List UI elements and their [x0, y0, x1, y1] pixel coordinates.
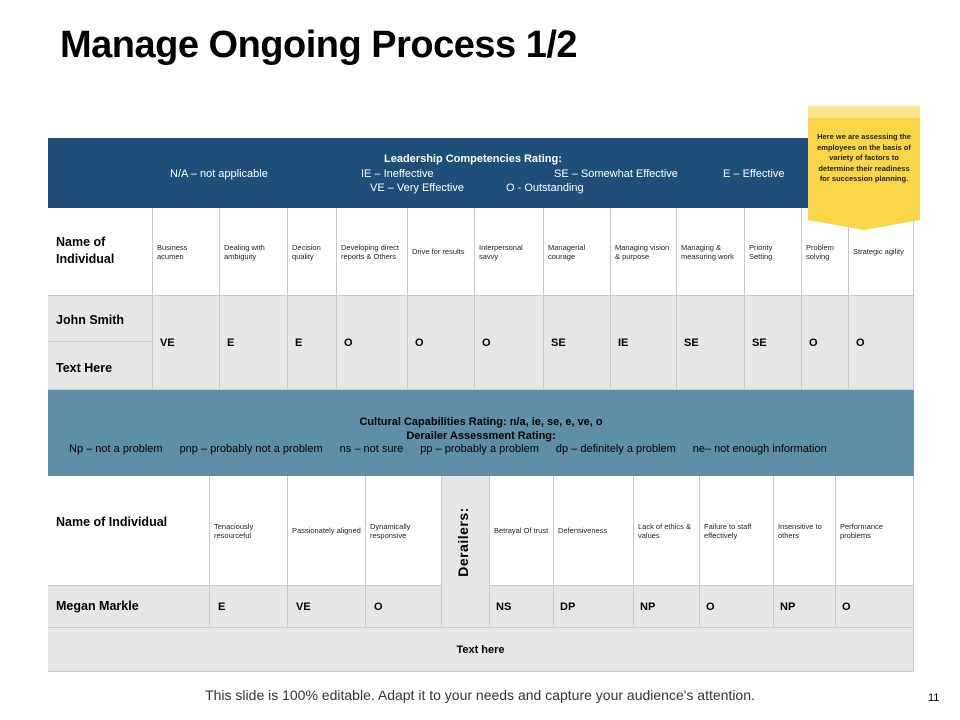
- derailer-heading: Derailer Assessment Rating:: [406, 430, 556, 442]
- competency-header: Dealing with ambiguity: [220, 208, 288, 296]
- rating-cell: IE: [611, 296, 677, 390]
- derailer-rating-cell: DP: [554, 586, 634, 628]
- cultural-grid: [48, 476, 914, 672]
- rating-cell: SE: [544, 296, 611, 390]
- leadership-rating-header: [48, 138, 914, 208]
- derailer-legend: [69, 443, 844, 455]
- competency-header: Problem solving: [802, 208, 849, 296]
- competency-header: Decision quality: [288, 208, 337, 296]
- competency-header: Managing & measuring work: [677, 208, 745, 296]
- derailer-header: Insensitive to others: [774, 476, 836, 586]
- rating-cell: O: [408, 296, 475, 390]
- competency-header: Managerial courage: [544, 208, 611, 296]
- person-name: Megan Markle: [48, 586, 210, 628]
- rating-cell: VE: [153, 296, 220, 390]
- info-note: Here we are assessing the employees on the basis of variety of factors to determine their readiness for succession planning.: [808, 106, 920, 220]
- legend-item: Np – not a problem: [69, 443, 163, 455]
- derailer-header: Defensiveness: [554, 476, 634, 586]
- competency-header: Priority Setting: [745, 208, 802, 296]
- legend-item: pnp – probably not a problem: [179, 443, 323, 455]
- rating-cell: O: [475, 296, 544, 390]
- page-number: 11: [928, 692, 940, 704]
- legend-item: ns – not sure: [339, 443, 404, 455]
- capability-header: Passionately aligned: [288, 476, 366, 586]
- competency-header: Interpersonal savvy: [475, 208, 544, 296]
- derailer-header: Lack of ethics & values: [634, 476, 700, 586]
- rating-cell: O: [337, 296, 408, 390]
- leadership-grid: [48, 208, 914, 390]
- competency-header: Strategic agility: [849, 208, 914, 296]
- rating-cell: SE: [745, 296, 802, 390]
- rating-se: SE – Somewhat Effective: [554, 168, 678, 180]
- derailer-rating-cell: NS: [490, 586, 554, 628]
- legend-item: pp – probably a problem: [420, 443, 539, 455]
- cultural-rating-header: [48, 390, 914, 476]
- rating-e: E – Effective: [723, 168, 785, 180]
- rating-cell: E: [220, 296, 288, 390]
- rating-cell: O: [802, 296, 849, 390]
- name-of-individual-label: Name of Individual: [48, 208, 153, 296]
- rating-cell: E: [210, 586, 288, 628]
- person-name: John Smith: [48, 296, 153, 342]
- competency-header: Business acumen: [153, 208, 220, 296]
- page-title: Manage Ongoing Process 1/2: [60, 24, 578, 66]
- rating-ie: IE – Ineffective: [361, 168, 434, 180]
- name-of-individual-label: Name of Individual: [48, 476, 210, 586]
- competency-header: Developing direct reports & Others: [337, 208, 408, 296]
- legend-item: dp – definitely a problem: [555, 443, 676, 455]
- derailers-label: Derailers:: [454, 507, 471, 577]
- rating-cell: E: [288, 296, 337, 390]
- person-name: Text Here: [48, 342, 153, 390]
- bottom-text: Text here: [48, 628, 914, 672]
- rating-ve: VE – Very Effective: [370, 182, 464, 194]
- rating-cell: O: [849, 296, 914, 390]
- capability-header: Tenaciously resourceful: [210, 476, 288, 586]
- derailer-header: Failure to staff effectively: [700, 476, 774, 586]
- derailer-rating-cell: O: [836, 586, 914, 628]
- rating-cell: SE: [677, 296, 745, 390]
- rating-o: O - Outstanding: [506, 182, 584, 194]
- derailer-rating-cell: NP: [634, 586, 700, 628]
- rating-cell: VE: [288, 586, 366, 628]
- rating-cell: O: [366, 586, 442, 628]
- legend-item: ne– not enough information: [692, 443, 827, 455]
- derailer-header: Performance problems: [836, 476, 914, 586]
- leadership-heading: Leadership Competencies Rating:: [384, 153, 562, 165]
- competency-header: Drive for results: [408, 208, 475, 296]
- footer-text: This slide is 100% editable. Adapt it to your needs and capture your audience's attention.: [205, 687, 755, 703]
- cultural-heading: Cultural Capabilities Rating: n/a, ie, se, e, ve, o: [359, 416, 603, 428]
- derailer-rating-cell: NP: [774, 586, 836, 628]
- derailer-rating-cell: O: [700, 586, 774, 628]
- capability-header: Dynamically responsive: [366, 476, 442, 586]
- derailers-column: [442, 476, 490, 628]
- derailer-header: Betrayal Of trust: [490, 476, 554, 586]
- competency-header: Managing vision & purpose: [611, 208, 677, 296]
- rating-na: N/A – not applicable: [170, 168, 268, 180]
